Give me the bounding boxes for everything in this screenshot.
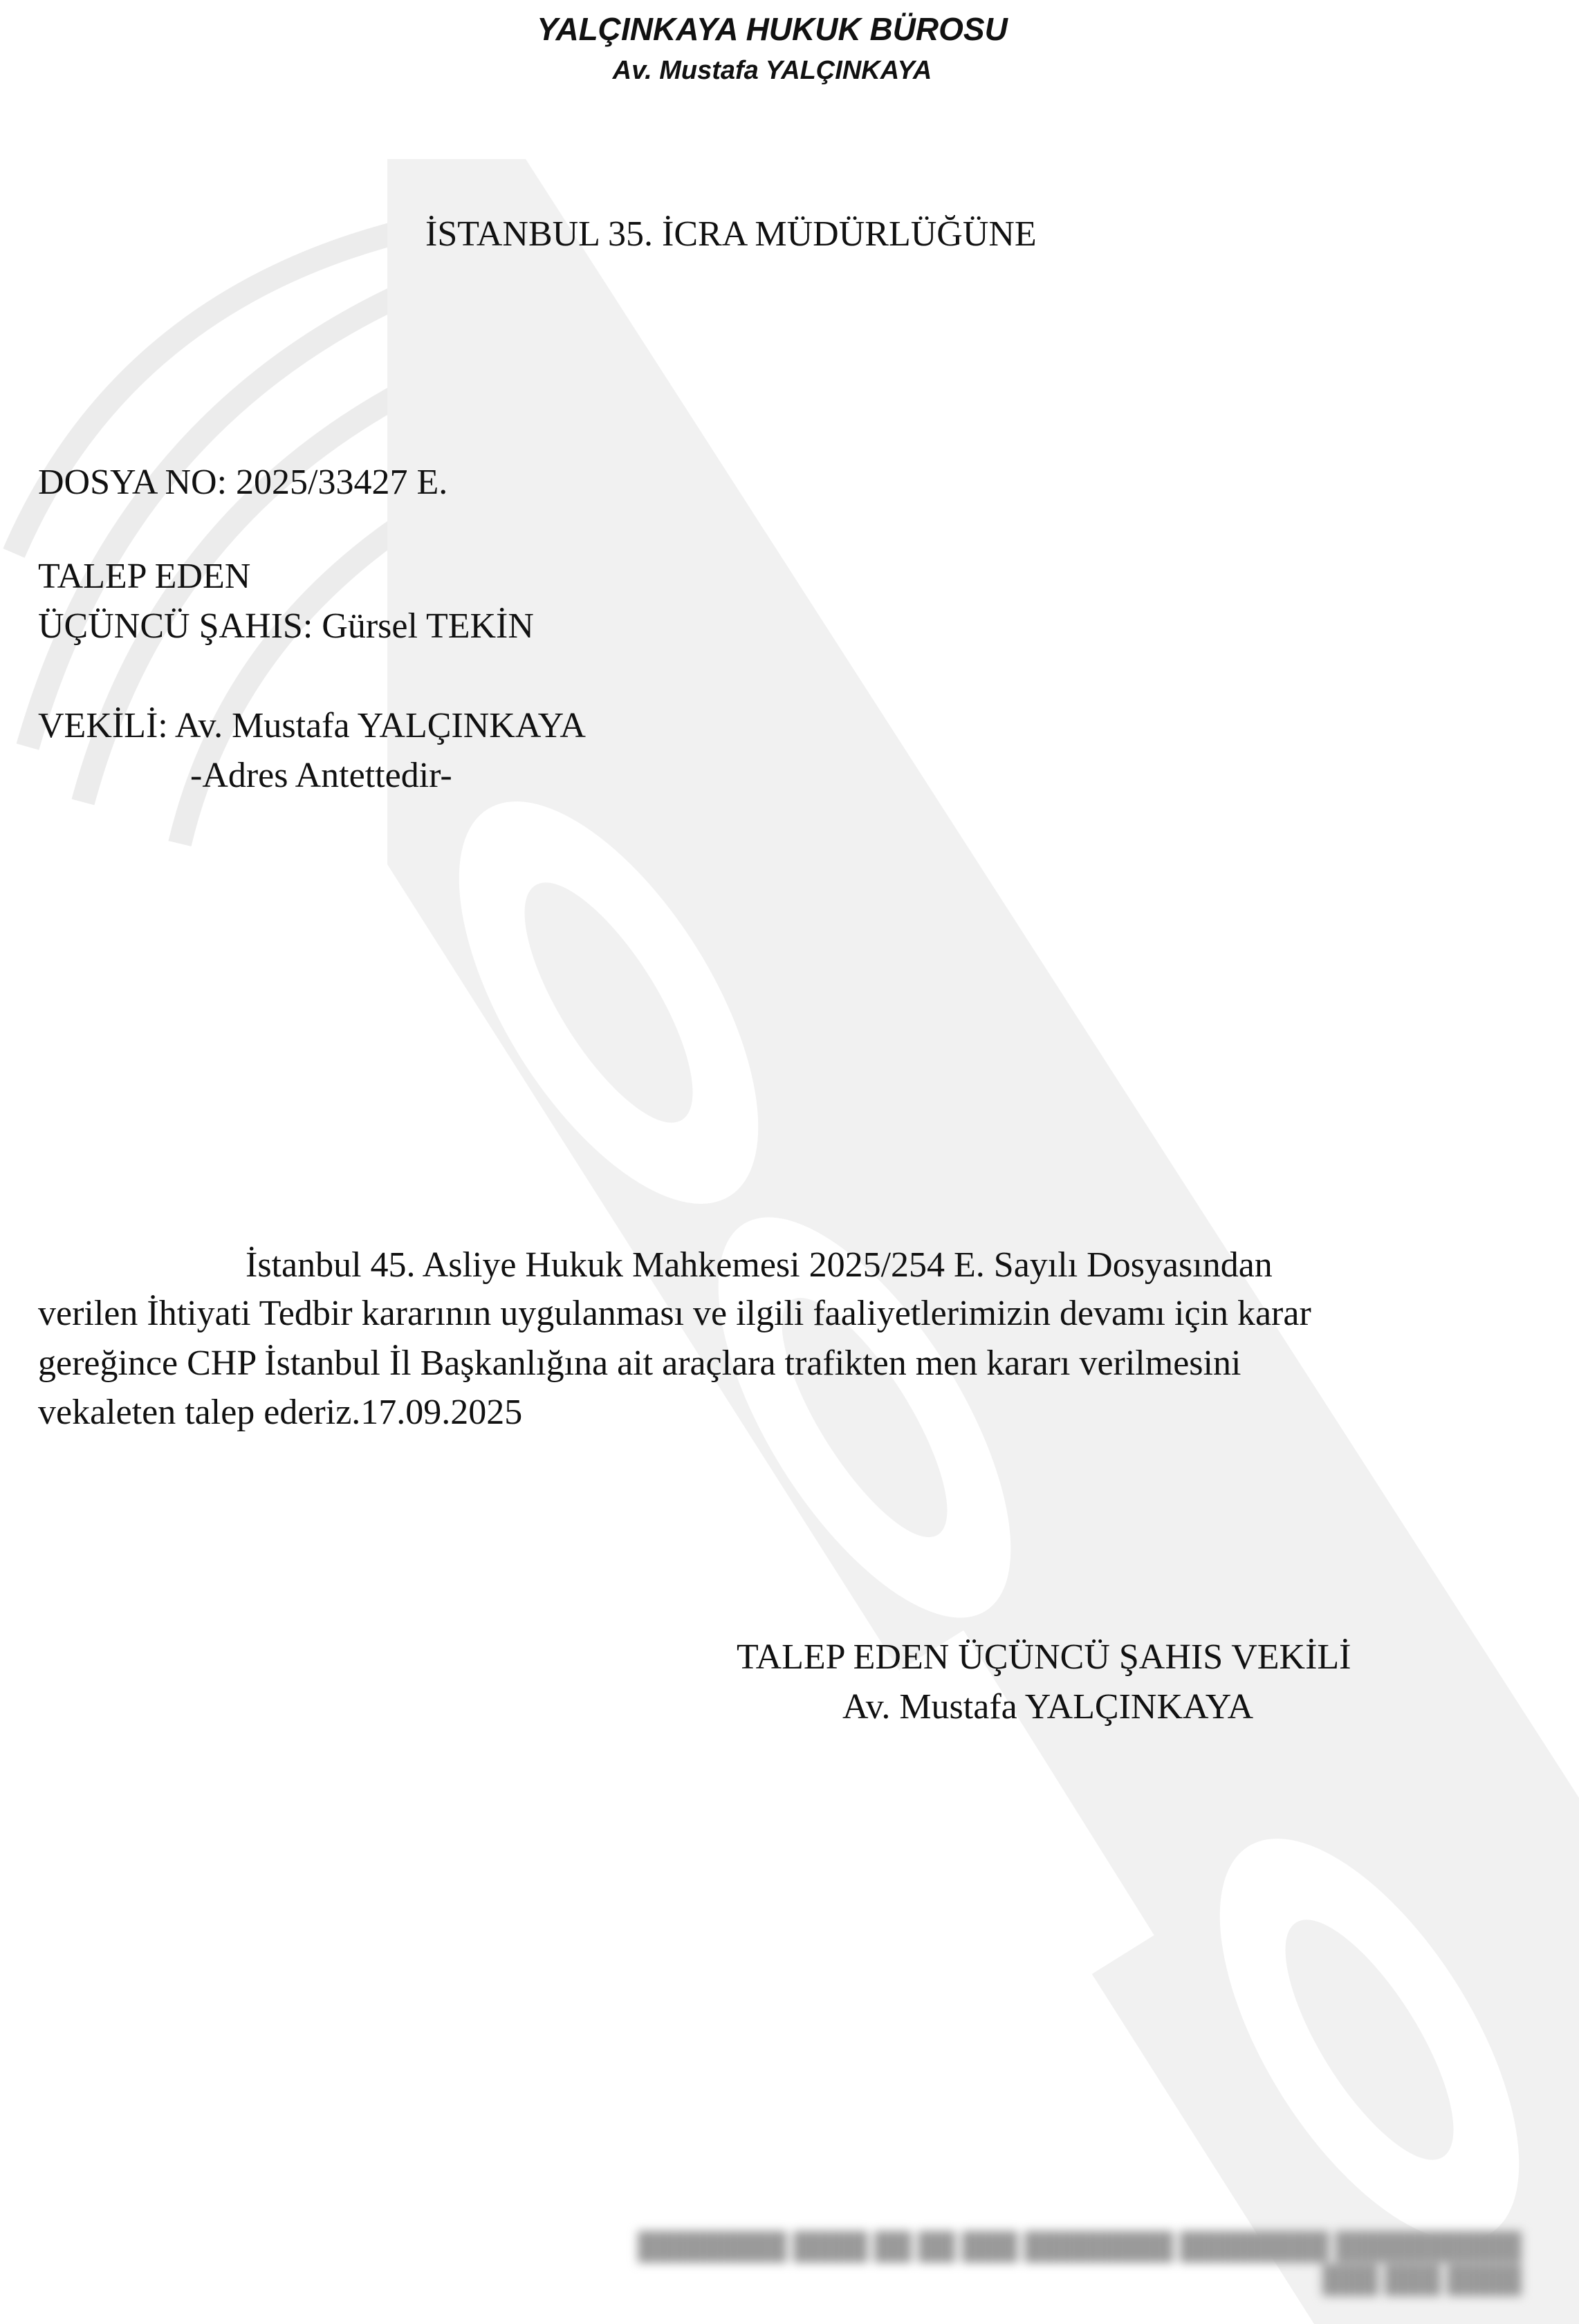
addressee: İSTANBUL 35. İCRA MÜDÜRLÜĞÜNE [425,214,1037,254]
signature-name: Av. Mustafa YALÇINKAYA [842,1687,1254,1727]
third-party-name: ÜÇÜNCÜ ŞAHIS: Gürsel TEKİN [38,606,534,646]
attorney-line: VEKİLİ: Av. Mustafa YALÇINKAYA [38,706,586,745]
requester-label: TALEP EDEN [38,557,251,596]
body-line: gereğince CHP İstanbul İl Başkanlığına ait araçlara trafikten men kararı verilmesini [38,1344,1241,1383]
body-line: vekaleten talep ederiz.17.09.2025 [38,1393,523,1432]
body-line: verilen İhtiyati Tedbir kararının uygulanması ve ilgili faaliyetlerimizin devamı için karar [38,1294,1311,1333]
firm-lawyer: Av. Mustafa YALÇINKAYA [612,56,932,85]
body-line: İstanbul 45. Asliye Hukuk Mahkemesi 2025/254 E. Sayılı Dosyasından [246,1245,1273,1285]
letterhead [0,6,1579,89]
firm-name: YALÇINKAYA HUKUK BÜROSU [537,11,1008,47]
attorney-address: -Adres Antettedir- [190,756,452,795]
file-number: DOSYA NO: 2025/33427 E. [38,463,448,502]
signature-title: TALEP EDEN ÜÇÜNCÜ ŞAHIS VEKİLİ [737,1637,1351,1677]
footer-address-blurred: ████████ ████ ██ ██ ███ ████████ ████████ ██████████ ███ ███ ████ [637,2232,1522,2294]
